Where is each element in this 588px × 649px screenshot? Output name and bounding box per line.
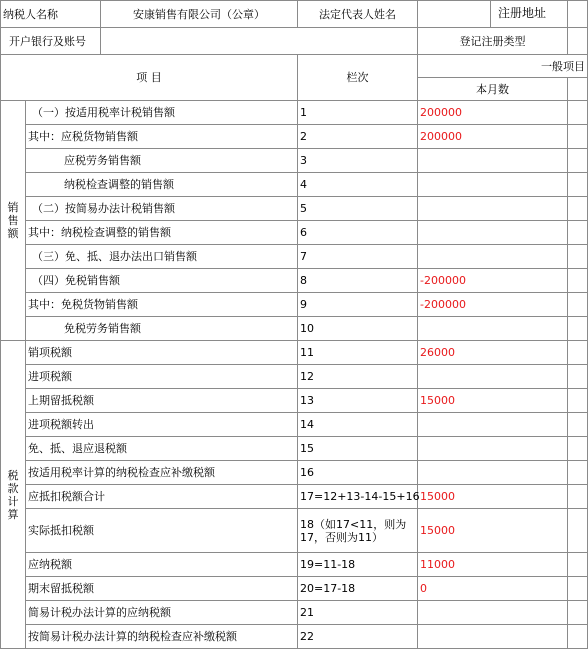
row-extra[interactable] (568, 577, 588, 601)
header-row-1 (1, 1, 588, 28)
row-item: 进项税额 (26, 365, 298, 389)
row-extra[interactable] (568, 269, 588, 293)
row-extra[interactable] (568, 317, 588, 341)
row-extra[interactable] (568, 197, 588, 221)
row-line: 18（如17<11，则为17，否则为11） (298, 509, 418, 553)
header-spacer (568, 78, 588, 101)
reg-address-cell (498, 1, 588, 28)
table-row (1, 197, 588, 221)
row-line: 9 (298, 293, 418, 317)
row-extra[interactable] (568, 461, 588, 485)
row-value[interactable]: 200000 (418, 125, 568, 149)
table-row (1, 601, 588, 625)
legal-rep-value[interactable] (418, 1, 491, 28)
row-value[interactable] (418, 221, 568, 245)
row-line: 3 (298, 149, 418, 173)
row-line: 10 (298, 317, 418, 341)
row-item: 按简易计税办法计算的纳税检查应补缴税额 (26, 625, 298, 649)
row-item: （四）免税销售额 (26, 269, 298, 293)
row-item: 纳税检查调整的销售额 (26, 173, 298, 197)
table-row (1, 437, 588, 461)
row-item: 按适用税率计算的纳税检查应补缴税额 (26, 461, 298, 485)
row-item: 免税劳务销售额 (26, 317, 298, 341)
bank-account-value[interactable] (101, 28, 418, 55)
row-value[interactable] (418, 601, 568, 625)
sales-section-text: 销售额 (7, 201, 19, 240)
row-value[interactable]: -200000 (418, 293, 568, 317)
row-extra[interactable] (568, 125, 588, 149)
row-value[interactable] (418, 437, 568, 461)
header-row-2 (1, 28, 588, 55)
table-row (1, 173, 588, 197)
row-item: （三）免、抵、退办法出口销售额 (26, 245, 298, 269)
table-row (1, 269, 588, 293)
row-extra[interactable] (568, 101, 588, 125)
row-item: 进项税额转出 (26, 413, 298, 437)
row-value[interactable] (418, 173, 568, 197)
column-header-row-1 (1, 55, 588, 78)
row-value[interactable]: -200000 (418, 269, 568, 293)
row-value[interactable] (418, 317, 568, 341)
tax-section-label (1, 341, 26, 649)
taxpayer-name-label: 纳税人名称 (1, 1, 101, 28)
table-row (1, 553, 588, 577)
table-row (1, 101, 588, 125)
row-extra[interactable] (568, 389, 588, 413)
row-line: 5 (298, 197, 418, 221)
table-row (1, 365, 588, 389)
row-line: 17=12+13-14-15+16 (298, 485, 418, 509)
row-value[interactable]: 26000 (418, 341, 568, 365)
row-value[interactable] (418, 149, 568, 173)
table-row (1, 317, 588, 341)
row-line: 20=17-18 (298, 577, 418, 601)
taxpayer-name-value[interactable]: 安康销售有限公司（公章） (101, 1, 298, 28)
table-row (1, 149, 588, 173)
row-extra[interactable] (568, 293, 588, 317)
row-extra[interactable] (568, 149, 588, 173)
row-line: 8 (298, 269, 418, 293)
row-line: 2 (298, 125, 418, 149)
row-value[interactable]: 200000 (418, 101, 568, 125)
table-row (1, 389, 588, 413)
row-value[interactable]: 11000 (418, 553, 568, 577)
row-item: 实际抵扣税额 (26, 509, 298, 553)
row-extra[interactable] (568, 601, 588, 625)
general-items-header: 一般项目 (418, 55, 588, 78)
row-item: 其中：纳税检查调整的销售额 (26, 221, 298, 245)
row-item: 期末留抵税额 (26, 577, 298, 601)
item-column-header: 项 目 (1, 55, 298, 101)
row-value[interactable]: 0 (418, 577, 568, 601)
row-item: 上期留抵税额 (26, 389, 298, 413)
row-item: 其中：应税货物销售额 (26, 125, 298, 149)
row-extra[interactable] (568, 509, 588, 553)
table-row (1, 125, 588, 149)
tax-section-text: 税款计算 (7, 468, 19, 521)
table-row (1, 245, 588, 269)
table-row (1, 485, 588, 509)
row-value[interactable] (418, 625, 568, 649)
reg-type-label: 登记注册类型 (418, 28, 568, 55)
table-row (1, 461, 588, 485)
row-extra[interactable] (568, 413, 588, 437)
row-line: 4 (298, 173, 418, 197)
bank-account-label: 开户银行及账号 (1, 28, 101, 55)
row-line: 13 (298, 389, 418, 413)
legal-rep-label: 法定代表人姓名 (298, 1, 418, 28)
table-row (1, 577, 588, 601)
row-line: 6 (298, 221, 418, 245)
row-value[interactable] (418, 197, 568, 221)
row-value[interactable] (418, 245, 568, 269)
table-row (1, 509, 588, 553)
row-value[interactable] (418, 365, 568, 389)
row-extra[interactable] (568, 173, 588, 197)
row-line: 15 (298, 437, 418, 461)
row-line: 1 (298, 101, 418, 125)
row-item: （一）按适用税率计税销售额 (26, 101, 298, 125)
table-row (1, 221, 588, 245)
row-item: 简易计税办法计算的应纳税额 (26, 601, 298, 625)
reg-type-value[interactable] (568, 28, 588, 55)
row-item: 应税劳务销售额 (26, 149, 298, 173)
row-line: 21 (298, 601, 418, 625)
row-line: 19=11-18 (298, 553, 418, 577)
row-value[interactable] (418, 413, 568, 437)
this-month-header: 本月数 (418, 78, 568, 101)
row-extra[interactable] (568, 437, 588, 461)
row-extra[interactable] (568, 221, 588, 245)
row-item: 应纳税额 (26, 553, 298, 577)
row-line: 16 (298, 461, 418, 485)
row-line: 7 (298, 245, 418, 269)
row-extra[interactable] (568, 245, 588, 269)
row-value[interactable]: 15000 (418, 485, 568, 509)
row-extra[interactable] (568, 341, 588, 365)
row-item: 销项税额 (26, 341, 298, 365)
row-item: 应抵扣税额合计 (26, 485, 298, 509)
line-column-header: 栏次 (298, 55, 418, 101)
row-extra[interactable] (568, 485, 588, 509)
row-value[interactable] (418, 461, 568, 485)
row-line: 14 (298, 413, 418, 437)
row-value[interactable]: 15000 (418, 509, 568, 553)
row-line: 22 (298, 625, 418, 649)
sales-section-label (1, 101, 26, 341)
row-extra[interactable] (568, 553, 588, 577)
row-extra[interactable] (568, 365, 588, 389)
row-extra[interactable] (568, 625, 588, 649)
row-item: （二）按简易办法计税销售额 (26, 197, 298, 221)
table-row (1, 293, 588, 317)
row-line: 11 (298, 341, 418, 365)
reg-address-label: 注册地址 (498, 6, 547, 20)
table-row (1, 625, 588, 649)
row-item: 免、抵、退应退税额 (26, 437, 298, 461)
table-row (1, 413, 588, 437)
table-row (1, 341, 588, 365)
row-line: 12 (298, 365, 418, 389)
row-item: 其中：免税货物销售额 (26, 293, 298, 317)
row-value[interactable]: 15000 (418, 389, 568, 413)
